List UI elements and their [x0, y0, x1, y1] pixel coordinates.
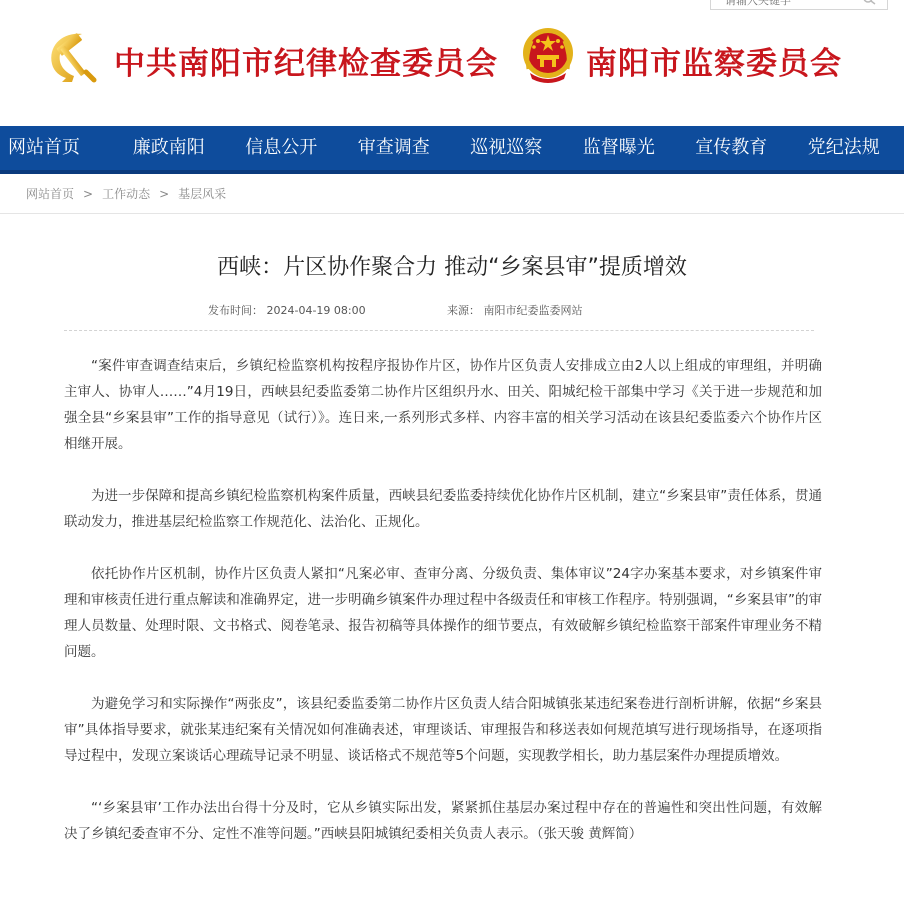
- nav-item-info-disclosure[interactable]: 信息公开: [245, 137, 318, 158]
- nav-item-investigation[interactable]: 审查调查: [357, 137, 430, 158]
- main-nav: [0, 126, 904, 174]
- site-header: [0, 0, 904, 126]
- national-emblem-icon: [520, 25, 576, 85]
- party-emblem-icon: [42, 26, 100, 84]
- article-body: [64, 353, 822, 873]
- publish-date: 发布时间： 2024-04-19 08:00: [208, 304, 366, 317]
- article-title: 西峡：片区协作聚合力 推动“乡案县审”提质增效: [217, 255, 687, 280]
- breadcrumb: [26, 185, 226, 202]
- nav-item-inspection[interactable]: 巡视巡察: [470, 137, 543, 158]
- breadcrumb-home[interactable]: 网站首页: [26, 187, 75, 201]
- nav-item-regulations[interactable]: 党纪法规: [807, 137, 880, 158]
- divider: [64, 330, 814, 331]
- nav-item-exposure[interactable]: 监督曝光: [582, 137, 655, 158]
- nav-item-clean-nanyang[interactable]: 廉政南阳: [132, 137, 205, 158]
- article-paragraph: 依托协作片区机制，协作片区负责人紧扣“凡案必审、查审分离、分级负责、集体审议”24字办案基本要求，对乡镇案件审理和审核责任进行重点解读和准确界定，进一步明确乡镇案件办理过程中各级责任和审核工作程序。特别强调，“乡案县审”的审理人员数量、处理时限、文书格式、阅卷笔录、报告初稿等具体操作的细节要点，有效破解乡镇纪检监察干部案件审理业务不精问题。: [64, 566, 822, 660]
- site-title-commission: 中共南阳市纪律检查委员会: [114, 46, 498, 82]
- nav-item-education[interactable]: 宣传教育: [695, 137, 768, 158]
- article-paragraph: “‘乡案县审’工作办法出台得十分及时，它从乡镇实际出发，紧紧抓住基层办案过程中存在的普遍性和突出性问题，有效解决了乡镇纪委查审不分、定性不准等问题。”西峡县阳城镇纪委相关负责人表示。（张天骏 黄辉简）: [64, 800, 822, 842]
- article-paragraph: “案件审查调查结束后，乡镇纪检监察机构按程序报协作片区，协作片区负责人安排成立由2人以上组成的审理组，并明确主审人、协审人……”4月19日，西峡县纪委监委第二协作片区组织丹水、田关、阳城纪检干部集中学习《关于进一步规范和加强全县“乡案县审”工作的指导意见（试行）》。连日来,一系列形式多样、内容丰富的相关学习活动在该县纪委监委六个协作片区相继开展。: [64, 358, 822, 452]
- article-paragraph: 为进一步保障和提高乡镇纪检监察机构案件质量，西峡县纪委监委持续优化协作片区机制，建立“乡案县审”责任体系，贯通联动发力，推进基层纪检监察工作规范化、法治化、正规化。: [64, 488, 822, 530]
- divider: [0, 213, 904, 214]
- article-paragraph: 为避免学习和实际操作“两张皮”，该县纪委监委第二协作片区负责人结合阳城镇张某违纪案卷进行剖析讲解，依据“乡案县审”具体指导要求，就张某违纪案有关情况如何准确表述，审理谈话、审理报告和移送表如何规范填写进行现场指导，在逐项指导过程中，发现立案谈话心理疏导记录不明显、谈话格式不规范等5个问题，实现教学相长，助力基层案件办理提质增效。: [64, 696, 822, 764]
- breadcrumb-grassroots[interactable]: 基层风采: [178, 187, 227, 201]
- breadcrumb-separator: >: [159, 187, 170, 201]
- nav-item-home[interactable]: 网站首页: [8, 137, 80, 158]
- site-title-supervision: 南阳市监察委员会: [586, 46, 842, 82]
- article-source: 来源： 南阳市纪委监委网站: [447, 304, 583, 317]
- breadcrumb-separator: >: [83, 187, 94, 201]
- breadcrumb-work-news[interactable]: 工作动态: [102, 187, 151, 201]
